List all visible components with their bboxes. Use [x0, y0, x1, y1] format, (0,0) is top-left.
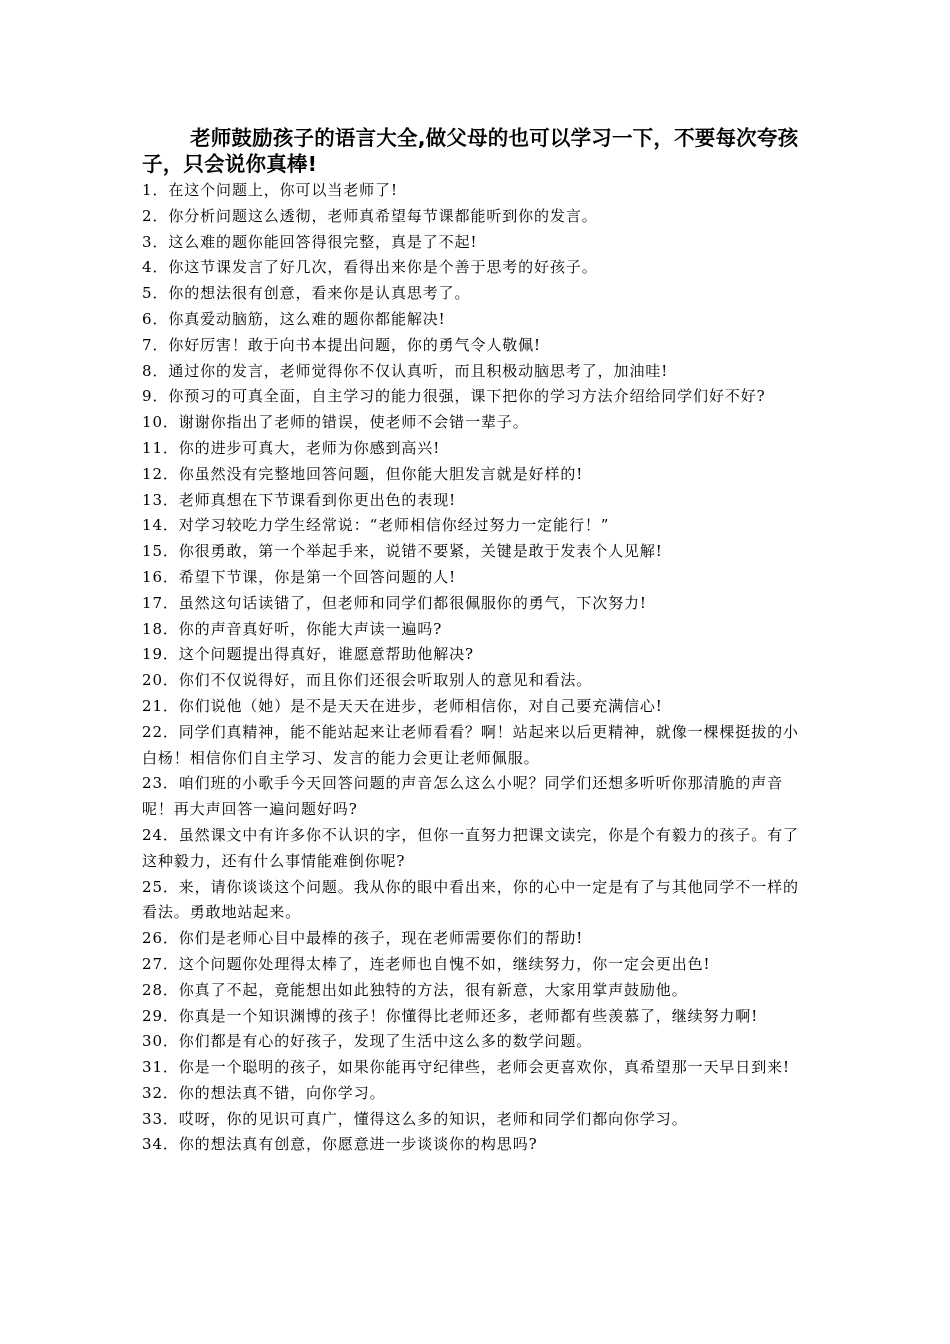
list-item: 19．这个问题提出得真好，谁愿意帮助他解决?: [142, 645, 474, 664]
list-item: 20．你们不仅说得好，而且你们还很会听取别人的意见和看法。: [142, 671, 593, 690]
list-item: 33．哎呀，你的见识可真广，懂得这么多的知识，老师和同学们都向你学习。: [142, 1109, 688, 1128]
list-item: 12．你虽然没有完整地回答问题，但你能大胆发言就是好样的!: [142, 464, 584, 483]
list-item: 8．通过你的发言，老师觉得你不仅认真听，而且积极动脑思考了，加油哇!: [142, 361, 669, 380]
list-item: 30．你们都是有心的好孩子，发现了生活中这么多的数学问题。: [142, 1032, 593, 1051]
list-item: 1．在这个问题上，你可以当老师了!: [142, 181, 398, 199]
list-item: 9．你预习的可真全面，自主学习的能力很强，课下把你的学习方法介绍给同学们好不好?: [142, 387, 766, 406]
list-item: 31．你是一个聪明的孩子，如果你能再守纪律些，老师会更喜欢你，真希望那一天早日到来!: [142, 1058, 790, 1077]
list-item: 3．这么难的题你能回答得很完整，真是了不起!: [142, 232, 478, 251]
list-item: 13．老师真想在下节课看到你更出色的表现!: [142, 490, 457, 509]
list-item: 15．你很勇敢，第一个举起手来，说错不要紧，关键是敢于发表个人见解!: [142, 542, 663, 561]
list-item: 27．这个问题你处理得太棒了，连老师也自愧不如，继续努力，你一定会更出色!: [142, 954, 711, 973]
list-item: 14．对学习较吃力学生经常说：“老师相信你经过努力一定能行！”: [142, 516, 610, 535]
document-page: [142, 125, 810, 1158]
list-item: 34．你的想法真有创意，你愿意进一步谈谈你的构思吗?: [142, 1135, 538, 1154]
list-item: 16．希望下节课，你是第一个回答问题的人!: [142, 567, 457, 586]
list-item: 28．你真了不起，竟能想出如此独特的方法，很有新意，大家用掌声鼓励他。: [142, 980, 688, 999]
list-item: 7．你好厉害！敢于向书本提出问题，你的勇气令人敬佩!: [142, 335, 541, 354]
list-item: 18．你的声音真好听，你能大声读一遍吗?: [142, 619, 443, 638]
list-item: 23．咱们班的小歌手今天回答问题的声音怎么这么小呢？同学们还想多听听你那清脆的声音呢！再大声回答一遍问题好吗?: [142, 774, 783, 819]
list-item: 4．你这节课发言了好几次，看得出来你是个善于思考的好孩子。: [142, 258, 598, 277]
list-item: 2．你分析问题这么透彻，老师真希望每节课都能听到你的发言。: [142, 206, 598, 225]
list-item: 29．你真是一个知识渊博的孩子！你懂得比老师还多，老师都有些羡慕了，继续努力啊!: [142, 1006, 759, 1025]
list-item: 32．你的想法真不错，向你学习。: [142, 1083, 386, 1102]
list-item: 25．来，请你谈谈这个问题。我从你的眼中看出来，你的心中一定是有了与其他同学不一样的看法。勇敢地站起来。: [142, 877, 799, 922]
document-title: 老师鼓励孩子的语言大全,做父母的也可以学习一下，不要每次夸孩子，只会说你真棒!: [142, 126, 799, 176]
list-item: 10．谢谢你指出了老师的错误，使老师不会错一辈子。: [142, 413, 529, 432]
list-item: 11．你的进步可真大，老师为你感到高兴!: [142, 438, 441, 457]
list-item: 6．你真爱动脑筋，这么难的题你都能解决!: [142, 309, 446, 328]
encouragement-list: [142, 178, 810, 1158]
list-item: 17．虽然这句话读错了，但老师和同学们都很佩服你的勇气，下次努力!: [142, 593, 647, 612]
list-item: 5．你的想法很有创意，看来你是认真思考了。: [142, 284, 471, 303]
list-item: 21．你们说他（她）是不是天天在进步，老师相信你，对自己要充满信心!: [142, 696, 663, 715]
list-item: 26．你们是老师心目中最棒的孩子，现在老师需要你们的帮助!: [142, 929, 584, 948]
list-item: 24．虽然课文中有许多你不认识的字，但你一直努力把课文读完，你是个有毅力的孩子。有了这种毅力，还有什么事情能难倒你呢?: [142, 825, 799, 870]
list-item: 22．同学们真精神，能不能站起来让老师看看？啊！站起来以后更精神，就像一棵棵挺拔的小白杨！相信你们自主学习、发言的能力会更让老师佩服。: [142, 722, 799, 767]
